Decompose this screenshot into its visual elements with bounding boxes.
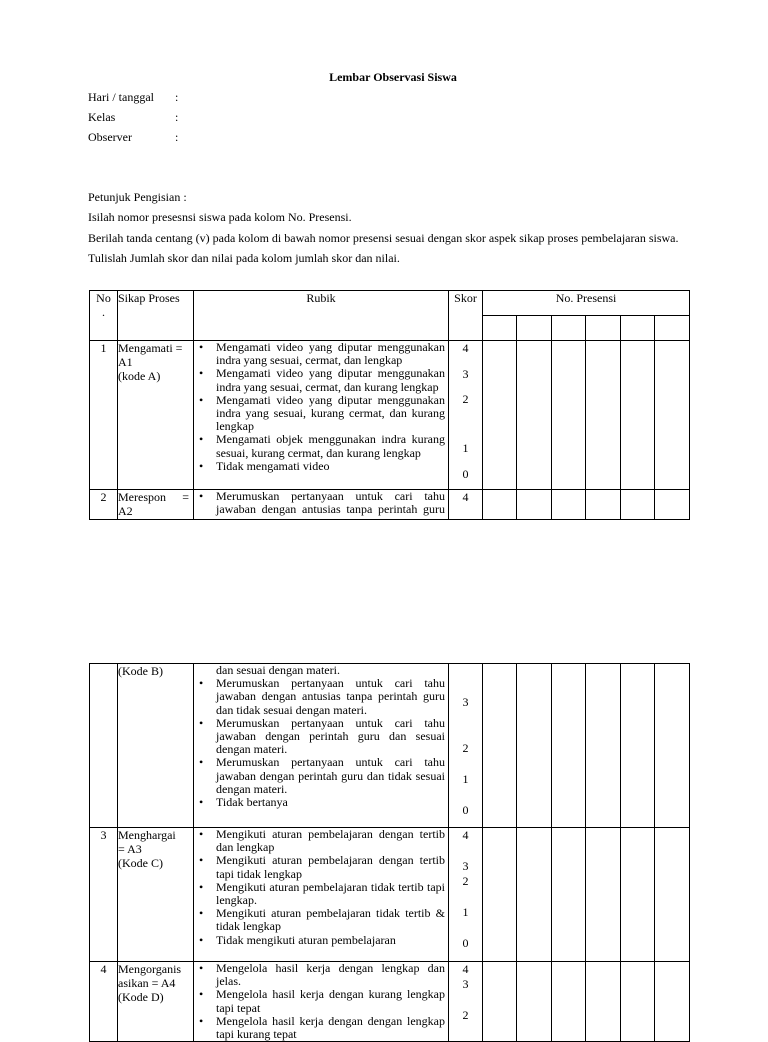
presensi-cell[interactable]	[552, 962, 586, 1042]
rubik-cell	[194, 490, 449, 520]
presensi-cell[interactable]	[621, 316, 655, 341]
presensi-cell[interactable]	[483, 828, 517, 962]
table-row	[90, 490, 690, 520]
field-colon: :	[175, 90, 179, 104]
presensi-cell[interactable]	[517, 962, 552, 1042]
presensi-cell[interactable]	[621, 490, 655, 520]
header-sikap-proses: Sikap Proses	[118, 291, 194, 341]
header-rubik: Rubik	[194, 291, 449, 341]
header-skor: Skor	[449, 291, 483, 341]
presensi-cell[interactable]	[552, 664, 586, 828]
table-row	[90, 962, 690, 1042]
rubik-item: • Mengelola hasil kerja dengan lengkap dan jelas.	[194, 962, 445, 988]
sikap-proses-cell: Menghargai = A3 (Kode C)	[118, 828, 194, 962]
field-label: Observer	[88, 130, 132, 144]
presensi-cell[interactable]	[586, 828, 621, 962]
skor-cell: 4 3 2 1 0	[449, 341, 483, 490]
presensi-cell[interactable]	[655, 316, 690, 341]
presensi-cell[interactable]	[517, 341, 552, 490]
presensi-cell[interactable]	[483, 341, 517, 490]
presensi-cell[interactable]	[517, 490, 552, 520]
presensi-cell[interactable]	[586, 490, 621, 520]
presensi-cell[interactable]	[586, 341, 621, 490]
skor-cell: 3 2 1 0	[449, 664, 483, 828]
presensi-cell[interactable]	[586, 664, 621, 828]
skor-cell: 4 3 2	[449, 962, 483, 1042]
table-row	[90, 664, 690, 828]
field-label: Kelas	[88, 110, 116, 124]
rubik-item: • Mengamati video yang diputar menggunakan indra yang sesuai, kurang cermat, dan kurang lengkap	[194, 394, 445, 434]
field-hari-tanggal	[88, 90, 178, 104]
field-colon: :	[175, 110, 179, 124]
presensi-cell[interactable]	[586, 316, 621, 341]
skor-cell: 4	[449, 490, 483, 520]
sikap-proses-cell: Merespon = A2	[118, 490, 194, 520]
presensi-cell[interactable]	[552, 490, 586, 520]
row-number: 2	[90, 490, 118, 520]
rubik-continued-text: dan sesuai dengan materi.	[216, 663, 340, 677]
field-kelas	[88, 110, 178, 124]
rubik-item: • Merumuskan pertanyaan untuk cari tahu jawaban dengan perintah guru dan sesuai dengan materi.	[194, 717, 445, 757]
table-row	[90, 828, 690, 962]
rubik-item: • Mengelola hasil kerja dengan kurang lengkap tapi tepat	[194, 988, 445, 1014]
rubik-item: • Mengelola hasil kerja dengan dengan lengkap tapi kurang tepat	[194, 1015, 445, 1041]
header-no: No .	[90, 291, 118, 341]
rubik-cell	[194, 664, 449, 828]
rubik-item: • Mengikuti aturan pembelajaran tidak tertib tapi lengkap.	[194, 881, 445, 907]
rubik-item: • Mengamati video yang diputar menggunakan indra yang sesuai, cermat, dan kurang lengkap	[194, 367, 445, 393]
row-number: 3	[90, 828, 118, 962]
presensi-cell[interactable]	[517, 664, 552, 828]
presensi-cell[interactable]	[586, 962, 621, 1042]
field-observer	[88, 130, 178, 144]
rubik-item: • Merumuskan pertanyaan untuk cari tahu jawaban dengan antusias tanpa perintah guru	[194, 490, 445, 516]
rubik-cell	[194, 828, 449, 962]
rubik-item: • Mengamati objek menggunakan indra kurang sesuai, kurang cermat, dan kurang lengkap	[194, 433, 445, 459]
row-number: 4	[90, 962, 118, 1042]
presensi-cell[interactable]	[621, 828, 655, 962]
presensi-cell[interactable]	[552, 828, 586, 962]
presensi-cell[interactable]	[483, 490, 517, 520]
presensi-cell[interactable]	[552, 341, 586, 490]
rubik-item: • Merumuskan pertanyaan untuk cari tahu jawaban dengan antusias tanpa perintah guru dan tidak sesuai dengan materi.	[194, 677, 445, 717]
presensi-cell[interactable]	[552, 316, 586, 341]
skor-cell: 4 3 2 1 0	[449, 828, 483, 962]
row-number	[90, 664, 118, 828]
document-title: Lembar Observasi Siswa	[329, 70, 457, 84]
table-header-row	[90, 291, 690, 316]
presensi-cell[interactable]	[655, 828, 690, 962]
rubik-item: • Mengamati video yang diputar menggunakan indra yang sesuai, cermat, dan lengkap	[194, 341, 445, 367]
field-colon: :	[175, 130, 179, 144]
observation-table-continued	[89, 663, 690, 1042]
presensi-cell[interactable]	[483, 316, 517, 341]
observation-table	[89, 290, 690, 520]
sikap-proses-cell: (Kode B)	[118, 664, 194, 828]
field-label: Hari / tanggal	[88, 90, 154, 104]
presensi-cell[interactable]	[655, 490, 690, 520]
instructions-heading: Petunjuk Pengisian :	[88, 190, 187, 204]
sikap-proses-cell: Mengamati = A1 (kode A)	[118, 341, 194, 490]
header-no-presensi: No. Presensi	[483, 291, 690, 316]
rubik-item: • Mengikuti aturan pembelajaran dengan tertib dan lengkap	[194, 828, 445, 854]
instruction-line: Isilah nomor presesnsi siswa pada kolom No. Presensi.	[88, 210, 352, 224]
table-row	[90, 341, 690, 490]
rubik-cell	[194, 341, 449, 490]
presensi-cell[interactable]	[621, 341, 655, 490]
presensi-cell[interactable]	[517, 316, 552, 341]
presensi-cell[interactable]	[655, 962, 690, 1042]
rubik-item: • Tidak bertanya	[194, 796, 445, 809]
rubik-item: • Mengikuti aturan pembelajaran tidak tertib & tidak lengkap	[194, 907, 445, 933]
rubik-item: • Merumuskan pertanyaan untuk cari tahu jawaban dengan perintah guru dan tidak sesuai dengan materi.	[194, 756, 445, 796]
presensi-cell[interactable]	[621, 962, 655, 1042]
presensi-cell[interactable]	[655, 664, 690, 828]
rubik-item: • Mengikuti aturan pembelajaran dengan tertib tapi tidak lengkap	[194, 854, 445, 880]
instruction-line: Tulislah Jumlah skor dan nilai pada kolom jumlah skor dan nilai.	[88, 251, 400, 265]
presensi-cell[interactable]	[621, 664, 655, 828]
presensi-cell[interactable]	[517, 828, 552, 962]
row-number: 1	[90, 341, 118, 490]
sikap-proses-cell: Mengorganis asikan = A4 (Kode D)	[118, 962, 194, 1042]
instruction-line: Berilah tanda centang (v) pada kolom di bawah nomor presensi sesuai dengan skor aspek sikap proses pembelajaran siswa.	[88, 231, 679, 245]
presensi-cell[interactable]	[483, 962, 517, 1042]
rubik-item: • Tidak mengikuti aturan pembelajaran	[194, 934, 445, 947]
presensi-cell[interactable]	[655, 341, 690, 490]
rubik-item: • Tidak mengamati video	[194, 460, 445, 473]
presensi-cell[interactable]	[483, 664, 517, 828]
rubik-cell	[194, 962, 449, 1042]
